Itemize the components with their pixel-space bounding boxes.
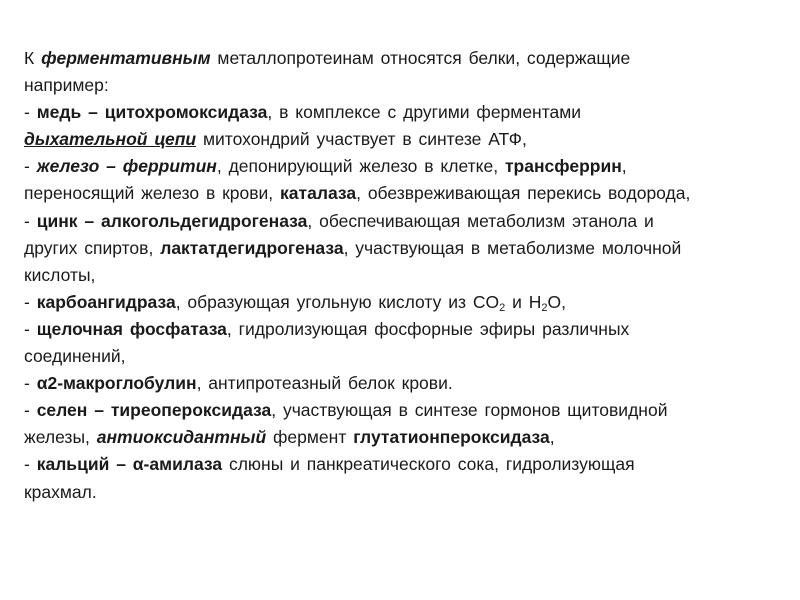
text: железы, <box>24 427 97 448</box>
emphasis-text: дыхательной цепи <box>24 129 197 150</box>
text: соединений, <box>24 346 126 367</box>
text: крахмал. <box>24 481 97 502</box>
text-line-2 <box>24 72 780 99</box>
bold-term: лактатдегидрогеназа <box>160 237 344 258</box>
text: кислоты, <box>24 264 96 285</box>
text: фермент <box>266 427 354 448</box>
text-line-9 <box>24 262 780 289</box>
text: других спиртов, <box>24 237 161 258</box>
text-line-12 <box>24 343 780 370</box>
text: слюны и панкреатического сока, гидролизующая <box>222 454 635 475</box>
text: - <box>24 318 37 339</box>
text: и H <box>505 291 542 312</box>
text: - <box>24 210 37 231</box>
text: , образующая угольную кислоту из CO <box>175 291 500 312</box>
bold-term: каталаза <box>280 183 357 204</box>
text: например: <box>24 75 109 96</box>
text: К <box>24 48 42 68</box>
bold-term: трансферрин <box>504 156 622 177</box>
emphasis-text: железо – ферритин <box>36 156 217 177</box>
bold-term: медь – цитохромоксидаза <box>36 102 268 123</box>
text: , антипротеазный белок крови. <box>196 373 453 394</box>
text: , участвующая в метаболизме молочной <box>343 237 682 258</box>
bold-term: селен – тиреопероксидаза <box>36 400 272 421</box>
text: - <box>24 400 37 421</box>
text: - <box>24 102 37 123</box>
text: металлопротеинам относятся белки, содержащие <box>210 48 631 68</box>
bold-term: α2-макроглобулин <box>36 373 197 394</box>
text-line-11 <box>24 316 780 343</box>
bold-term: щелочная фосфатаза <box>36 318 227 339</box>
text: , гидролизующая фосфорные эфиры различных <box>226 318 630 339</box>
text: - <box>24 373 37 394</box>
text: - <box>24 156 37 177</box>
text-line-17 <box>24 479 780 506</box>
text: - <box>24 291 37 312</box>
text: , <box>621 156 627 177</box>
text-line-1 <box>24 45 780 72</box>
text-line-10 <box>24 289 780 316</box>
text: , <box>549 427 555 448</box>
slide-text <box>24 45 780 506</box>
bold-term: глутатионпероксидаза <box>353 427 550 448</box>
text-line-14 <box>24 397 780 424</box>
bold-term: кальций – α-амилаза <box>36 454 223 475</box>
text-line-3 <box>24 99 780 126</box>
text: O, <box>547 291 566 312</box>
text: , обезвреживающая перекись водорода, <box>356 183 691 204</box>
emphasis-text: антиоксидантный <box>96 427 267 448</box>
subscript: 2 <box>499 301 506 314</box>
text-line-15 <box>24 424 780 451</box>
text-line-8 <box>24 235 780 262</box>
text-line-6 <box>24 180 780 207</box>
text: , в комплексе с другими ферментами <box>267 102 582 123</box>
text-line-16 <box>24 451 780 478</box>
text-line-7 <box>24 208 780 235</box>
text: , обеспечивающая метаболизм этанола и <box>307 210 654 231</box>
text: переносящий железо в крови, <box>24 183 281 204</box>
text-line-4 <box>24 126 780 153</box>
text: , участвующая в синтезе гормонов щитовидной <box>271 400 668 421</box>
text: , депонирующий железо в клетке, <box>216 156 505 177</box>
bold-term: карбоангидраза <box>36 291 176 312</box>
bold-term: цинк – алкогольдегидрогеназа <box>36 210 308 231</box>
text: - <box>24 454 37 475</box>
emphasis-text: ферментативным <box>41 48 211 68</box>
text-line-13 <box>24 370 780 397</box>
subscript: 2 <box>541 301 548 314</box>
text-line-5 <box>24 153 780 180</box>
text: митохондрий участвует в синтезе АТФ, <box>196 129 527 150</box>
